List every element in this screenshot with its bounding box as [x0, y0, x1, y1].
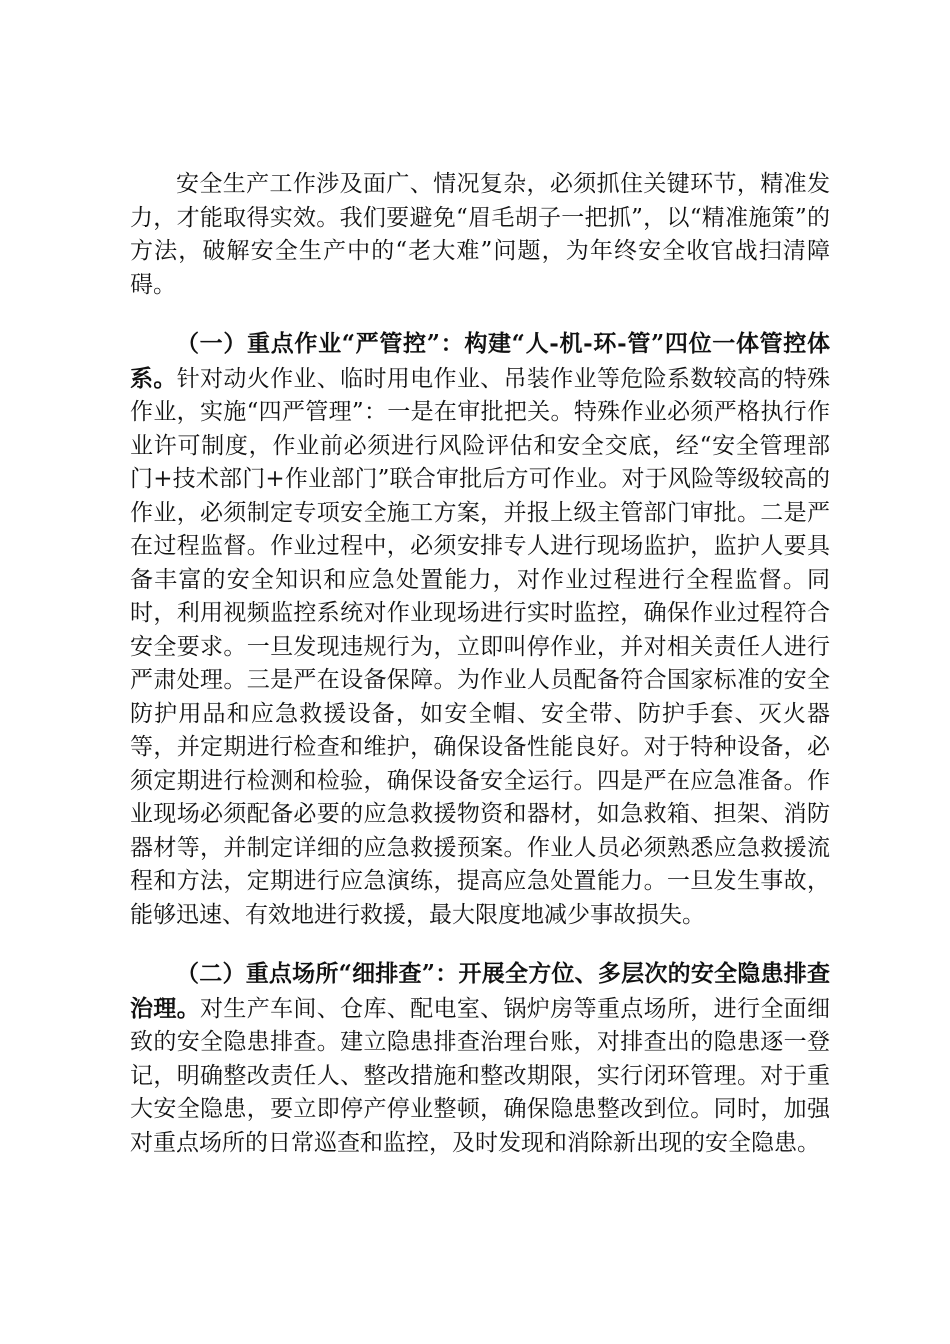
paragraph-intro — [130, 168, 830, 302]
paragraph-intro-body: 安全生产工作涉及面广、情况复杂，必须抓住关键环节，精准发力，才能取得实效。我们要避免“眉毛胡子一把抓”，以“精准施策”的方法，破解安全生产中的“老大难”问题，为年终安全收官战扫清障碍。 — [130, 171, 830, 298]
paragraph-key-locations-body: 对生产车间、仓库、配电室、锅炉房等重点场所，进行全面细致的安全隐患排查。建立隐患排查治理台账，对排查出的隐患逐一登记，明确整改责任人、整改措施和整改期限，实行闭环管理。对于重大安全隐患，要立即停产停业整顿，确保隐患整改到位。同时，加强对重点场所的日常巡查和监控，及时发现和消除新出现的安全隐患。 — [130, 995, 831, 1156]
document-body — [130, 168, 830, 1160]
section-heading-key-operations: （一）重点作业“严管控”：构建“人-机-环-管”四位一体管控体系。 — [130, 330, 830, 392]
section-heading-key-locations: （二）重点场所“细排查”：开展全方位、多层次的安全隐患排查治理。 — [130, 960, 830, 1022]
paragraph-key-operations — [130, 327, 830, 932]
paragraph-key-operations-body: 针对动火作业、临时用电作业、吊装作业等危险系数较高的特殊作业，实施“四严管理”：一是在审批把关。特殊作业必须严格执行作业许可制度，作业前必须进行风险评估和安全交底，经“安全管理部门+技术部门+作业部门”联合审批后方可作业。对于风险等级较高的作业，必须制定专项安全施工方案，并报上级主管部门审批。二是严在过程监督。作业过程中，必须安排专人进行现场监护，监护人要具备丰富的安全知识和应急处置能力，对作业过程进行全程监督。同时，利用视频监控系统对作业现场进行实时监控，确保作业过程符合安全要求。一旦发现违规行为，立即叫停作业，并对相关责任人进行严肃处理。三是严在设备保障。为作业人员配备符合国家标准的安全防护用品和应急救援设备，如安全帽、安全带、防护手套、灭火器等，并定期进行检查和维护，确保设备性能良好。对于特种设备，必须定期进行检测和检验，确保设备安全运行。四是严在应急准备。作业现场必须配备必要的应急救援物资和器材，如急救箱、担架、消防器材等，并制定详细的应急救援预案。作业人员必须熟悉应急救援流程和方法，定期进行应急演练，提高应急处置能力。一旦发生事故，能够迅速、有效地进行救援，最大限度地减少事故损失。 — [130, 365, 831, 928]
paragraph-key-locations — [130, 957, 830, 1160]
paragraph-gap — [130, 302, 830, 327]
paragraph-gap — [130, 932, 830, 957]
